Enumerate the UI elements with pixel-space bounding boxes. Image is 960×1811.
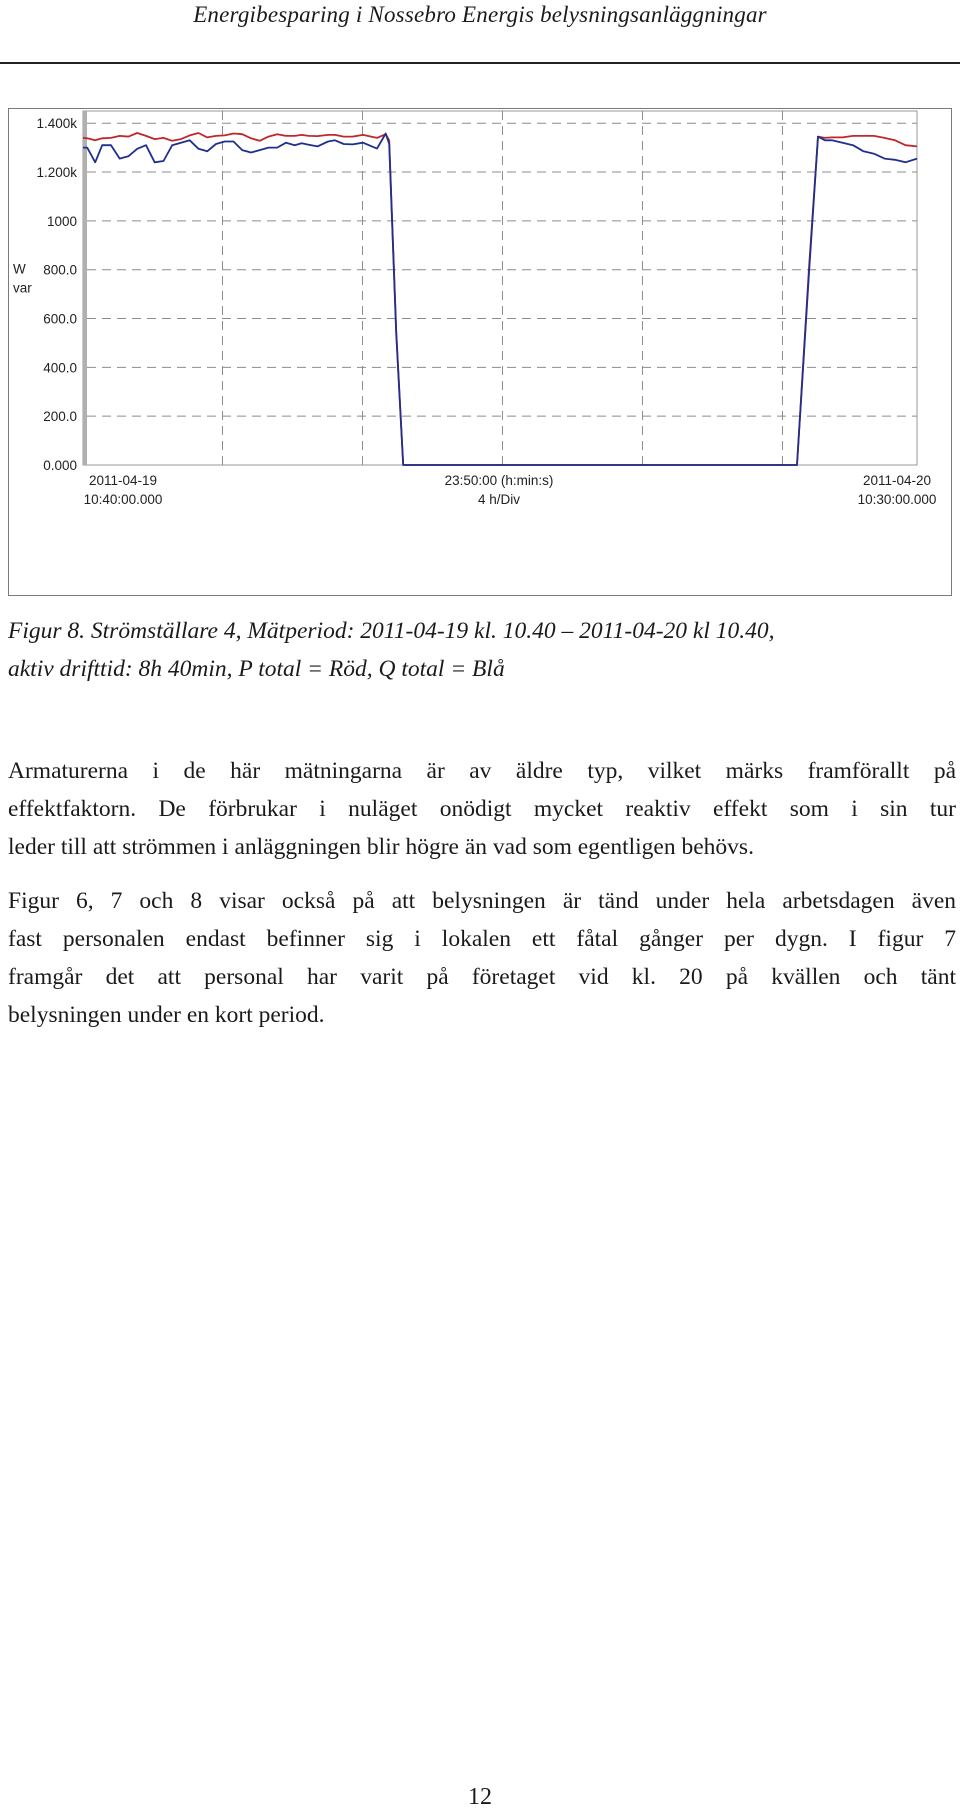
- paragraph-2-line: belysningen under en kort period.: [8, 1002, 325, 1028]
- paragraph-2-line: Figur 6, 7 och 8 visar också på att belysningen är tänd under hela arbetsdagen även: [8, 888, 956, 914]
- paragraph-1-line: effektfaktorn. De förbrukar i nuläget onödigt mycket reaktiv effekt som i sin tur: [8, 796, 956, 822]
- y-axis-label: W: [13, 261, 26, 277]
- x-label-center: 23:50:00 (h:min:s): [444, 473, 554, 488]
- series-line-q-total: [83, 134, 917, 466]
- plot-left-band: [83, 111, 87, 465]
- paragraph-1-line: Armaturerna i de här mätningarna är av äldre typ, vilket märks framförallt på: [8, 758, 956, 784]
- y-tick-label: 1000: [46, 213, 77, 229]
- chart-svg: [9, 109, 951, 595]
- y-tick-label: 800.0: [43, 262, 77, 278]
- y-tick-label: 400.0: [43, 360, 77, 376]
- paragraph-2-line: framgår det att personal har varit på företaget vid kl. 20 på kvällen och tänt: [8, 964, 956, 990]
- y-tick-label: 1.200k: [36, 165, 77, 181]
- paragraph-2: [8, 882, 956, 1034]
- x-label-end: 2011-04-20: [862, 473, 932, 488]
- x-label-end: 10:30:00.000: [857, 492, 937, 507]
- figure-caption: [8, 612, 952, 688]
- plot-frame: [83, 111, 917, 465]
- figure-chart: [8, 108, 952, 596]
- y-axis-label: var: [13, 280, 32, 296]
- caption-line-2: aktiv drifttid: 8h 40min, P total = Röd, Q total = Blå: [8, 656, 505, 682]
- x-label-start: 10:40:00.000: [83, 492, 163, 507]
- paragraph-1: [8, 752, 956, 866]
- running-header: Energibesparing i Nossebro Energis belysningsanläggningar: [193, 2, 767, 27]
- page-number: 12: [468, 1784, 492, 1810]
- y-tick-label: 0.000: [43, 458, 77, 473]
- series-line-p-total: [83, 133, 917, 465]
- y-tick-label: 600.0: [43, 311, 77, 327]
- x-label-center: 4 h/Div: [477, 492, 521, 507]
- paragraph-1-line: leder till att strömmen i anläggningen blir högre än vad som egentligen behövs.: [8, 834, 754, 860]
- y-tick-label: 200.0: [43, 409, 77, 425]
- x-label-start: 2011-04-19: [88, 473, 158, 488]
- header-rule: [0, 62, 960, 64]
- paragraph-2-line: fast personalen endast befinner sig i lokalen ett fåtal gånger per dygn. I figur 7: [8, 926, 956, 952]
- caption-line-1: Figur 8. Strömställare 4, Mätperiod: 2011-04-19 kl. 10.40 – 2011-04-20 kl 10.40,: [8, 618, 775, 644]
- y-tick-label: 1.400k: [36, 116, 77, 132]
